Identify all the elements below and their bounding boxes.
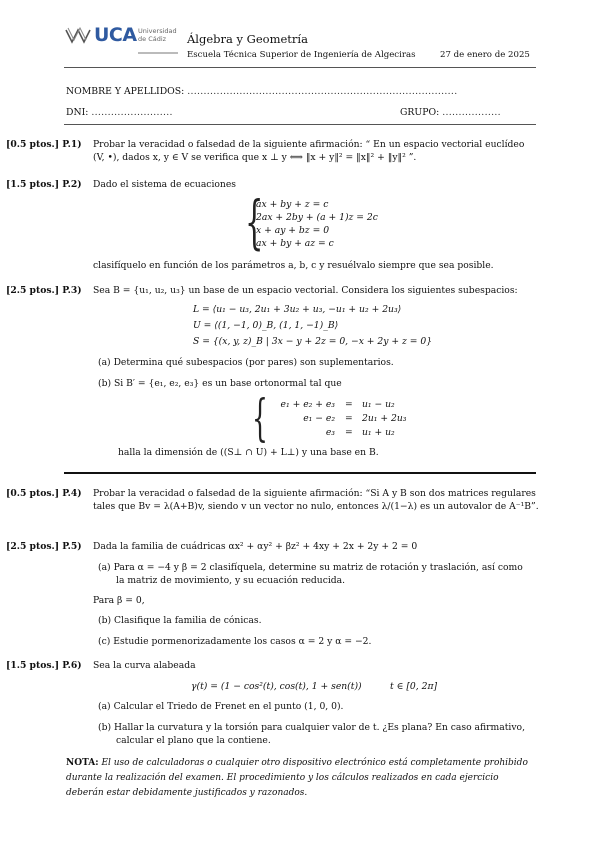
dni-field-row xyxy=(66,107,173,118)
dni-blank: ......................... xyxy=(91,107,173,118)
p3-sys-eq-3: = xyxy=(345,427,353,438)
p5-points: [2.5 ptos.] P.5) xyxy=(6,541,82,552)
p6-intro: Sea la curva alabeada xyxy=(93,660,196,671)
p2-points: [1.5 ptos.] P.2) xyxy=(6,179,82,190)
university-logo-text: UCA xyxy=(94,24,137,46)
p6-part-b-line1: (b) Hallar la curvatura y la torsión para cualquier valor de t. ¿Es plana? En caso afirmativo, xyxy=(98,722,526,733)
p3-sys-lhs-1: e₁ + e₂ + e₃ xyxy=(280,399,335,410)
p3-part-a: (a) Determina qué subespacios (por pares) son suplementarios. xyxy=(98,357,394,368)
header-rule xyxy=(64,67,536,68)
p4-statement-line1: Probar la veracidad o falsedad de la siguiente afirmación: “Si A y B son dos matrices regulares xyxy=(93,488,536,499)
name-blank: ................................................................................... xyxy=(187,86,458,97)
p2-equation-4: ax + by + az = c xyxy=(256,238,334,249)
p6-part-b-line2: calcular el plano que la contiene. xyxy=(116,735,271,746)
p3-part-b: (b) Si B′ = {e₁, e₂, e₃} es un base ortonormal tal que xyxy=(98,378,342,389)
p3-system-brace: { xyxy=(252,389,268,447)
p3-sys-rhs-1: u₁ − u₂ xyxy=(362,399,395,410)
university-name: Universidad de Cádiz xyxy=(138,27,177,43)
exam-date: 27 de enero de 2025 xyxy=(440,50,530,60)
name-label: NOMBRE Y APELLIDOS: xyxy=(66,86,185,97)
grupo-label: GRUPO: xyxy=(400,107,440,118)
p5-intro: Dada la familia de cuádricas αx² + αy² + βz² + 4xy + 2x + 2y + 2 = 0 xyxy=(93,541,418,552)
p3-points: [2.5 ptos.] P.3) xyxy=(6,285,82,296)
p5-part-c: (c) Estudie pormenorizadamente los casos α = 2 y α = −2. xyxy=(98,636,372,647)
university-emblem-icon xyxy=(64,26,92,44)
p1-statement-line2: (V, •), dados x, y ∈ V se verifica que x ⊥ y ⟺ ‖x + y‖² = ‖x‖² + ‖y‖² ”. xyxy=(93,152,417,163)
p3-sys-lhs-2: e₁ − e₂ xyxy=(303,413,335,424)
p3-intro: Sea B = {u₁, u₂, u₃} un base de un espacio vectorial. Considera los siguientes subespacios: xyxy=(93,285,518,296)
grupo-field-row xyxy=(400,107,501,118)
p4-statement-line2: tales que Bv = λ(A+B)v, siendo v un vector no nulo, entonces λ/(1−λ) es un autovalor de A⁻¹B”. xyxy=(93,501,539,512)
p2-system-brace: { xyxy=(245,188,264,256)
p2-intro: Dado el sistema de ecuaciones xyxy=(93,179,236,190)
section-divider xyxy=(64,472,536,474)
p2-equation-1: ax + by + z = c xyxy=(256,199,329,210)
fields-rule xyxy=(64,124,536,125)
note-label: NOTA: xyxy=(66,758,99,768)
p3-subspace-U: U = ⟨(1, −1, 0)_B, (1, 1, −1)_B⟩ xyxy=(193,320,339,331)
dni-label: DNI: xyxy=(66,107,89,118)
p3-sys-rhs-3: u₁ + u₂ xyxy=(362,427,395,438)
p2-equation-3: x + ay + bz = 0 xyxy=(256,225,330,236)
p5-part-a-line2: la matriz de movimiento, y su ecuación reducida. xyxy=(116,575,346,586)
p4-points: [0.5 ptos.] P.4) xyxy=(6,488,82,499)
exam-note xyxy=(66,756,536,801)
p3-sys-lhs-3: e₃ xyxy=(325,427,335,438)
p3-outro: halla la dimensión de ((S⊥ ∩ U) + L⊥) y una base en B. xyxy=(118,447,379,458)
p6-part-a: (a) Calcular el Triedo de Frenet en el punto (1, 0, 0). xyxy=(98,701,344,712)
p3-subspace-S: S = {(x, y, z)_B | 3x − y + 2z = 0, −x + 2y + z = 0} xyxy=(193,336,433,347)
p3-subspace-L: L = ⟨u₁ − u₃, 2u₁ + 3u₂ + u₃, −u₁ + u₂ + 2u₃⟩ xyxy=(193,304,402,315)
p2-outro: clasifíquelo en función de los parámetros a, b, c y resuélvalo siempre que sea posible. xyxy=(93,260,494,271)
p3-sys-eq-2: = xyxy=(345,413,353,424)
p3-sys-rhs-2: 2u₁ + 2u₃ xyxy=(362,413,407,424)
grupo-blank: .................. xyxy=(442,107,501,118)
course-title: Álgebra y Geometría xyxy=(187,32,308,46)
p1-points: [0.5 ptos.] P.1) xyxy=(6,139,82,150)
p6-points: [1.5 ptos.] P.6) xyxy=(6,660,82,671)
p5-part-b: (b) Clasifique la familia de cónicas. xyxy=(98,615,262,626)
p5-beta-condition: Para β = 0, xyxy=(93,595,145,606)
p3-sys-eq-1: = xyxy=(345,399,353,410)
logo-underline xyxy=(138,52,178,54)
p1-statement-line1: Probar la veracidad o falsedad de la siguiente afirmación: “ En un espacio vectorial euclídeo xyxy=(93,139,525,150)
note-text: El uso de calculadoras o cualquier otro dispositivo electrónico está completamente prohibido durante la realización del examen. El procedimiento y los cálculos realizados en cada ejercicio deberán estar debidamente justificados y razonados. xyxy=(66,758,528,798)
p6-domain: t ∈ [0, 2π] xyxy=(390,681,438,692)
p5-part-a-line1: (a) Para α = −4 y β = 2 clasifíquela, determine su matriz de rotación y traslación, así como xyxy=(98,562,523,573)
p2-equation-2: 2ax + 2by + (a + 1)z = 2c xyxy=(256,212,378,223)
p6-curve: γ(t) = (1 − cos²(t), cos(t), 1 + sen(t)) xyxy=(191,681,362,692)
school-name: Escuela Técnica Superior de Ingeniería de Algeciras xyxy=(187,50,416,60)
name-field-row xyxy=(66,86,457,97)
